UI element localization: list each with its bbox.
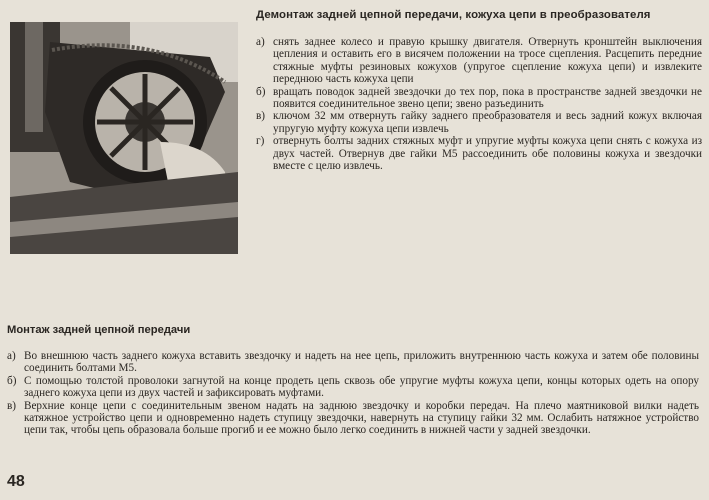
item-marker: б) — [7, 374, 17, 387]
item-text: вращать поводок задней звездочки до тех пор, пока в пространстве задней звездочки не появится соединительное звено цепи; звено разъединить — [273, 85, 702, 111]
page-number: 48 — [7, 473, 25, 490]
item-text: Во внешнюю часть заднего кожуха вставить звездочку и надеть на нее цепь, приложить внутреннюю часть кожуха и затем обе половины соединить болтами М5. — [24, 350, 699, 375]
item-marker: в) — [7, 399, 17, 412]
item-marker: г) — [256, 135, 265, 148]
chain-assembly-photo — [10, 22, 238, 254]
section-2-title: Монтаж задней цепной передачи — [7, 324, 191, 336]
list-item — [256, 86, 702, 111]
item-text: ключом 32 мм отвернуть гайку заднего преобразователя и весь задний кожух включая упругую муфту кожуха цепи извлечь — [273, 110, 702, 135]
item-text: отвернуть болты задних стяжных муфт и упругие муфты кожуха цепи снять с кожуха из двух частей. Отвернув две гайки М5 рассоединить обе половины кожуха и звездочки вместе с целю извлечь. — [273, 135, 702, 173]
section-1-title: Демонтаж задней цепной передачи, кожуха цепи в преобразователя — [256, 9, 651, 21]
list-item — [7, 350, 699, 375]
section-1-list — [256, 36, 702, 172]
list-item — [7, 400, 699, 437]
list-item — [256, 36, 702, 86]
item-text: снять заднее колесо и правую крышку двигателя. Отвернуть кронштейн выключения цепления и оставить его в висячем положении на тросе сцепления. Расцепить передние стяжные муфты резиновых кожухов (упругое сцепление кожуха цепи) и извлеките переднюю часть кожуха цепи — [273, 36, 702, 86]
section-2-list — [7, 350, 699, 437]
item-marker: а) — [7, 350, 16, 362]
list-item — [256, 135, 702, 172]
item-marker: в) — [256, 110, 266, 123]
list-item — [256, 110, 702, 135]
item-text: С помощью толстой проволоки загнутой на конце продеть цепь сквозь обе упругие муфты кожуха цепи, концы которых одеть на опору заднего кожуха цепи из двух частей и зафиксировать муфтами. — [24, 374, 699, 400]
list-item — [7, 375, 699, 400]
item-text: Верхние конце цепи с соединительным звеном надать на заднюю звездочку и коробки передач. На плечо маятниковой вилки надеть катяжное устройство цепи и одновременно надеть ступицу звездочки, навернуть на ступицу гайки 32 мм. Ослабить натяжное устройство цепи так, чтобы цепь образовала больше прогиб и ее можно было легко соединить в нижней части у задней звездочки. — [24, 399, 699, 437]
item-marker: а) — [256, 36, 265, 48]
item-marker: б) — [256, 85, 266, 98]
